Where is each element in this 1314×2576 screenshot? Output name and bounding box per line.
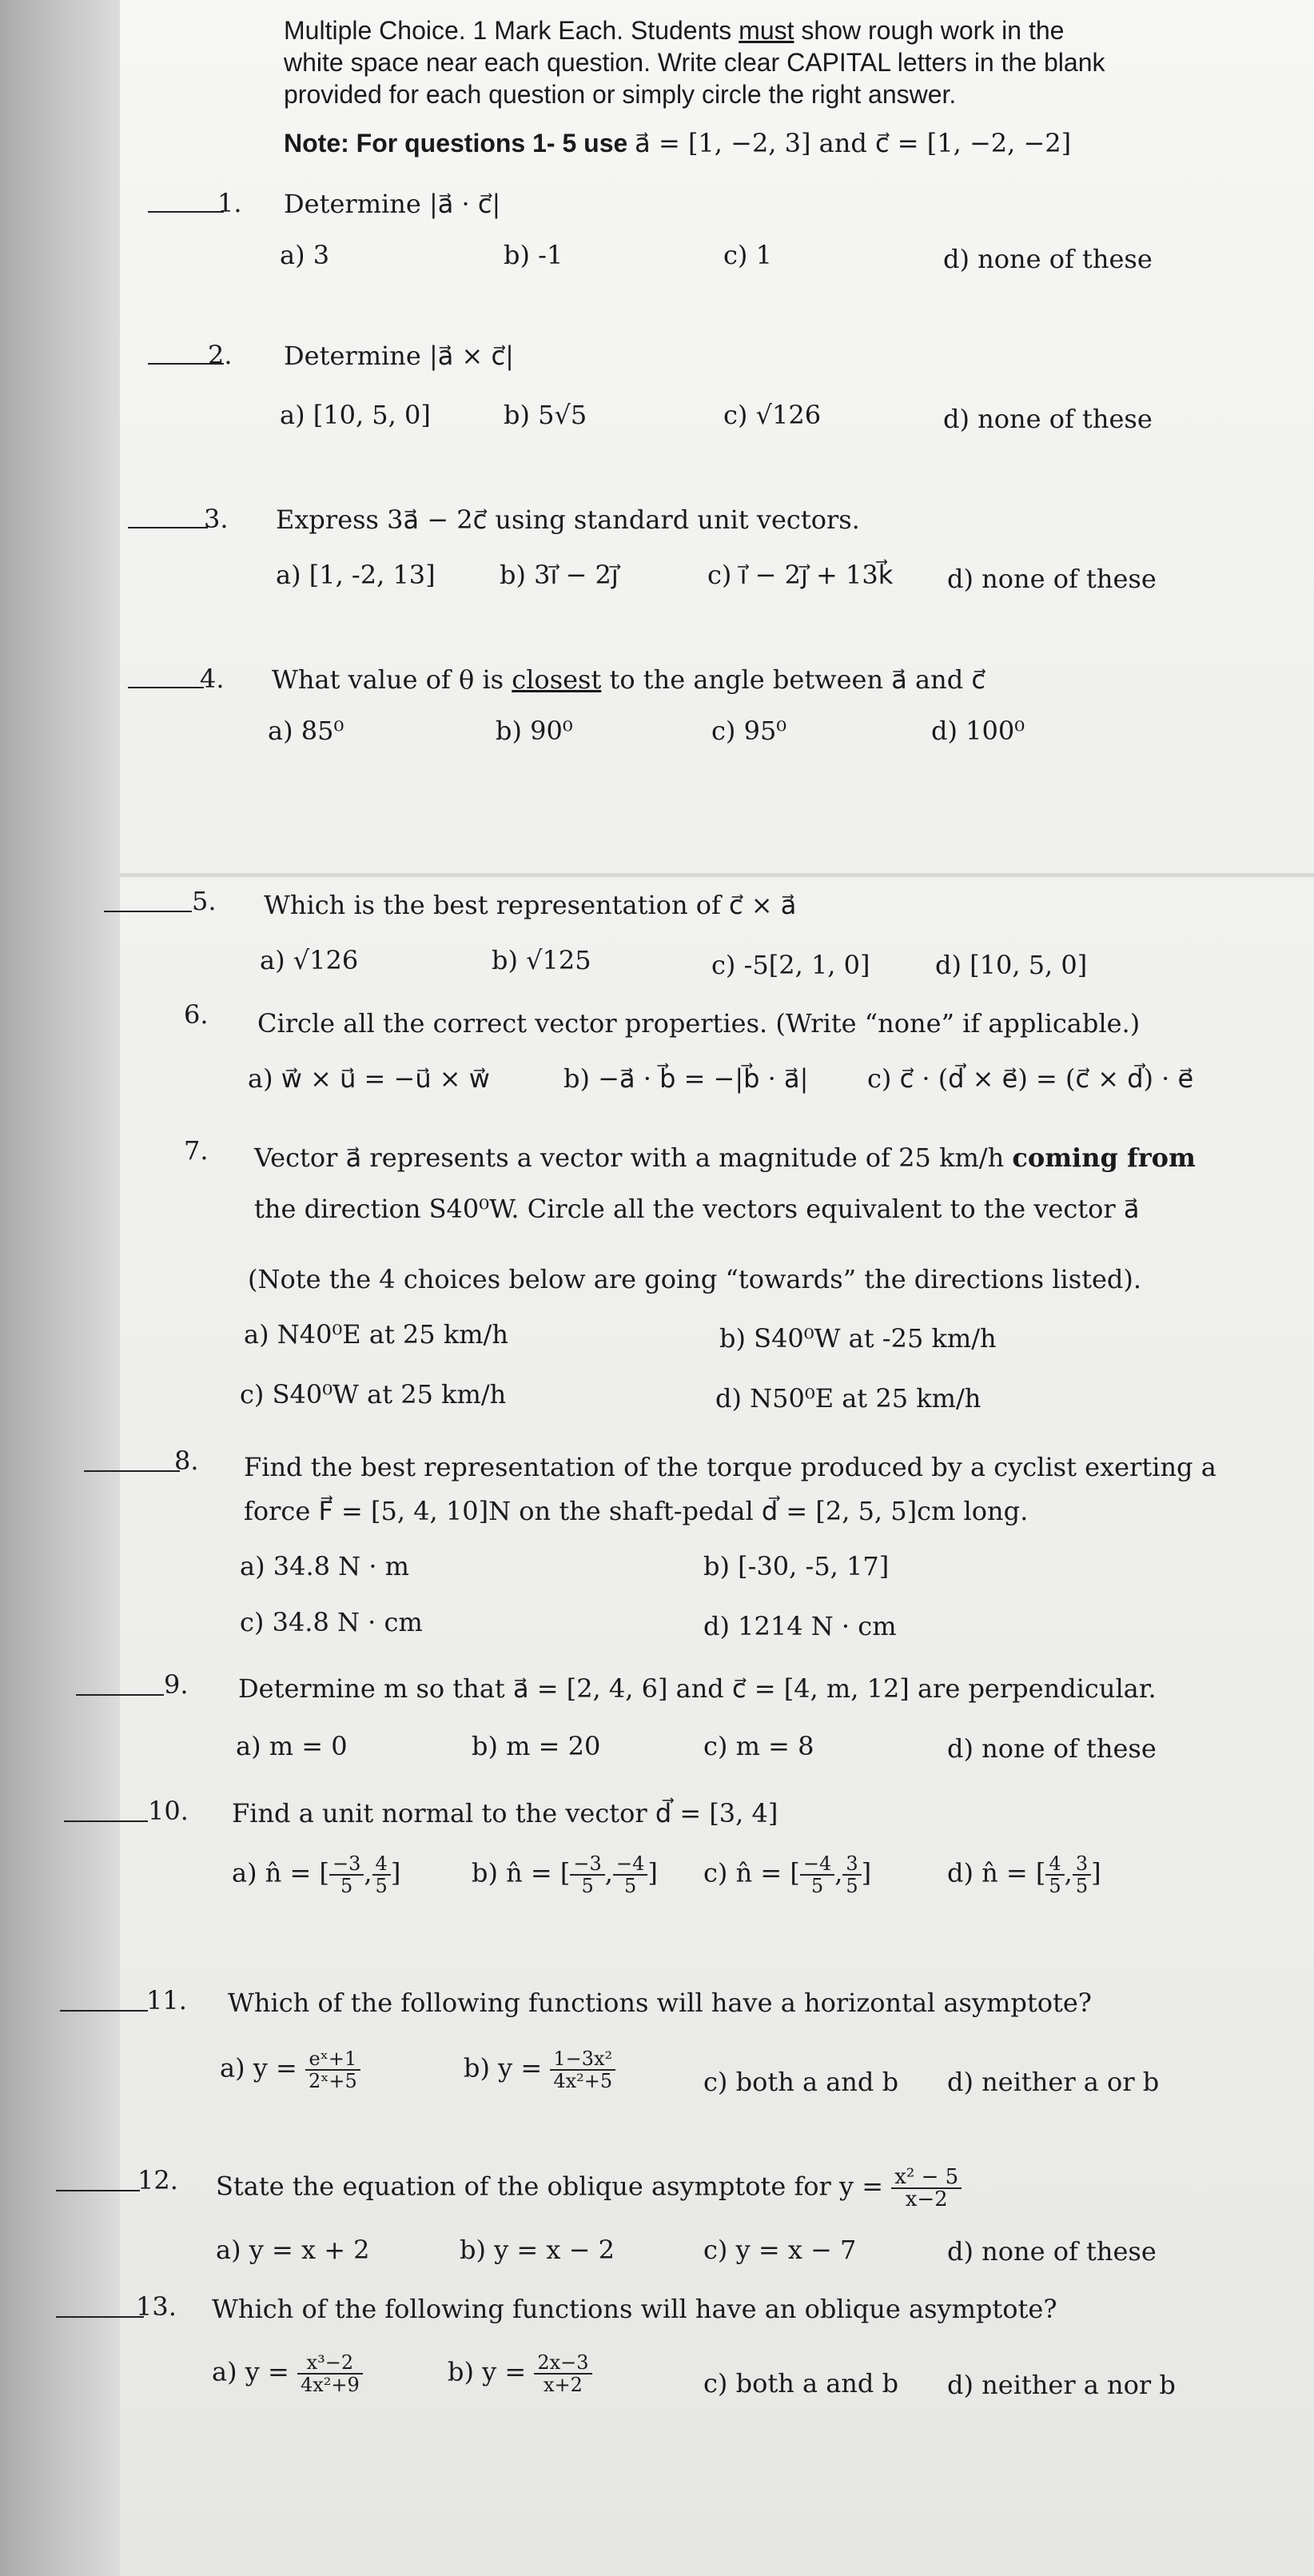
- option-b[interactable]: b) m = 20: [472, 1731, 601, 1761]
- option-c[interactable]: c) c⃗ · (d⃗ × e⃗) = (c⃗ × d⃗) · e⃗: [867, 1063, 1194, 1094]
- question-number: 7.: [184, 1135, 209, 1166]
- answer-blank[interactable]: [76, 1673, 164, 1696]
- question-5: [104, 887, 192, 919]
- question-number: 12.: [137, 2165, 178, 2195]
- option-b[interactable]: b) 3i⃗ − 2j⃗: [500, 560, 619, 590]
- option-c[interactable]: c) i⃗ − 2j⃗ + 13k⃗: [707, 560, 894, 590]
- option-b[interactable]: b) y = x − 2: [460, 2235, 615, 2265]
- answer-blank[interactable]: [60, 1989, 148, 2012]
- question-3: [128, 504, 208, 536]
- question-number: 1.: [217, 188, 242, 218]
- question-number: 5.: [192, 886, 217, 916]
- option-d[interactable]: d) none of these: [947, 2236, 1157, 2267]
- question-text: Vector a⃗ represents a vector with a magnitude of 25 km/h coming from: [254, 1142, 1196, 1173]
- question-text: Express 3a⃗ − 2c⃗ using standard unit vectors.: [276, 504, 860, 535]
- option-a[interactable]: a) n̂ = [ $\frac{-3}{5}$ , $\frac{4}{5}$ ]: [232, 1852, 401, 1897]
- option-c[interactable]: c) both a and b: [703, 2067, 899, 2097]
- question-number: 3.: [204, 504, 229, 534]
- option-a[interactable]: a) y = $\frac{\text{eˣ+1}}{\text{2ˣ+5}}$: [220, 2048, 360, 2092]
- option-b[interactable]: b) √125: [492, 945, 591, 975]
- question-number: 4.: [200, 664, 225, 694]
- question-number: 9.: [164, 1669, 189, 1700]
- option-d[interactable]: d) N50⁰E at 25 km/h: [715, 1383, 982, 1414]
- answer-blank[interactable]: [104, 890, 192, 912]
- option-d[interactable]: d) none of these: [943, 404, 1153, 434]
- answer-blank[interactable]: [56, 2295, 144, 2318]
- question-number: 8.: [174, 1446, 199, 1476]
- option-a[interactable]: a) √126: [260, 945, 359, 975]
- option-d[interactable]: d) 100⁰: [931, 716, 1025, 746]
- answer-blank[interactable]: [148, 190, 224, 213]
- instructions: Multiple Choice. 1 Mark Each. Students must show rough work in the white space near each question. Write clear CAPITAL letters in the blank provided for each question or simply circle the right answer.: [284, 16, 1105, 109]
- question-text: Which is the best representation of c⃗ × a⃗: [264, 890, 797, 920]
- page-fold: [120, 873, 1314, 877]
- question-text: What value of θ is closest to the angle between a⃗ and c⃗: [272, 664, 986, 695]
- question-text: Which of the following functions will have an oblique asymptote?: [212, 2294, 1057, 2324]
- option-c[interactable]: c) n̂ = [ $\frac{-4}{5}$ , $\frac{3}{5}$ ]: [703, 1852, 872, 1897]
- question-9: [76, 1671, 164, 1703]
- option-a[interactable]: a) 85⁰: [268, 716, 344, 746]
- question-text: Which of the following functions will have a horizontal asymptote?: [228, 1988, 1092, 2018]
- option-c[interactable]: c) 34.8 N · cm: [240, 1607, 423, 1637]
- option-d[interactable]: d) none of these: [943, 244, 1153, 274]
- option-c[interactable]: c) both a and b: [703, 2368, 899, 2399]
- option-a[interactable]: a) y = x + 2: [216, 2235, 370, 2265]
- option-a[interactable]: a) N40⁰E at 25 km/h: [244, 1319, 508, 1350]
- option-b[interactable]: b) S40⁰W at -25 km/h: [719, 1323, 997, 1354]
- option-a[interactable]: a) [1, -2, 13]: [276, 560, 436, 590]
- note: Note: For questions 1- 5 use a⃗ = [1, −2, 3] and c⃗ = [1, −2, −2]: [284, 128, 1072, 158]
- question-text: Determine |a⃗ × c⃗|: [284, 341, 514, 371]
- question-11: [60, 1987, 148, 2019]
- question-number: 10.: [148, 1796, 189, 1826]
- question-text: Determine |a⃗ · c⃗|: [284, 189, 501, 219]
- option-d[interactable]: d) [10, 5, 0]: [935, 950, 1088, 980]
- option-c[interactable]: c) √126: [723, 400, 822, 430]
- option-c[interactable]: c) -5[2, 1, 0]: [711, 950, 870, 980]
- option-d[interactable]: d) neither a nor b: [947, 2370, 1176, 2400]
- option-a[interactable]: a) y = $\frac{\text{x³−2}}{\text{4x²+9}}$: [212, 2352, 363, 2395]
- question-text: Determine m so that a⃗ = [2, 4, 6] and c⃗ = [4, m, 12] are perpendicular.: [238, 1673, 1157, 1704]
- question-note: (Note the 4 choices below are going “towards” the directions listed).: [248, 1264, 1142, 1294]
- option-a[interactable]: a) [10, 5, 0]: [280, 400, 431, 430]
- question-12: [56, 2167, 140, 2199]
- question-text: State the equation of the oblique asymptote for y = $\frac{\text{x² − 5}}{x-2}$: [216, 2167, 962, 2210]
- question-number: 11.: [146, 1985, 187, 2016]
- option-b[interactable]: b) y = $\frac{2x-3}{x+2}$: [448, 2352, 592, 2395]
- question-4: [128, 664, 204, 696]
- option-d[interactable]: d) n̂ = [ $\frac{4}{5}$ , $\frac{3}{5}$ ]: [947, 1852, 1101, 1897]
- option-b[interactable]: b) 90⁰: [496, 716, 573, 746]
- option-d[interactable]: d) neither a or b: [947, 2067, 1160, 2097]
- question-text: Circle all the correct vector properties. (Write “none” if applicable.): [257, 1008, 1141, 1039]
- answer-blank[interactable]: [84, 1449, 180, 1472]
- question-text-line-2: force F⃗ = [5, 4, 10]N on the shaft-pedal d⃗ = [2, 5, 5]cm long.: [244, 1496, 1029, 1526]
- option-b[interactable]: b) −a⃗ · b⃗ = −|b⃗ · a⃗|: [563, 1063, 809, 1094]
- option-d[interactable]: d) none of these: [947, 564, 1157, 594]
- option-a[interactable]: a) w⃗ × u⃗ = −u⃗ × w⃗: [248, 1063, 490, 1094]
- question-8: [84, 1447, 180, 1479]
- question-number: 2.: [208, 340, 233, 370]
- option-d[interactable]: d) 1214 N · cm: [703, 1611, 897, 1641]
- question-10: [64, 1797, 148, 1829]
- question-13: [56, 2293, 144, 2325]
- answer-blank[interactable]: [56, 2169, 140, 2191]
- option-a[interactable]: a) m = 0: [236, 1731, 348, 1761]
- option-c[interactable]: c) 1: [723, 240, 772, 270]
- option-b[interactable]: b) -1: [504, 240, 563, 270]
- option-d[interactable]: d) none of these: [947, 1733, 1157, 1764]
- option-b[interactable]: b) 5√5: [504, 400, 587, 430]
- question-text: Find the best representation of the torque produced by a cyclist exerting a: [244, 1452, 1216, 1482]
- option-a[interactable]: a) 34.8 N · m: [240, 1551, 410, 1581]
- option-c[interactable]: c) S40⁰W at 25 km/h: [240, 1379, 507, 1410]
- option-a[interactable]: a) 3: [280, 240, 330, 270]
- answer-blank[interactable]: [128, 666, 204, 688]
- option-c[interactable]: c) 95⁰: [711, 716, 787, 746]
- question-1: [148, 188, 224, 220]
- option-b[interactable]: b) n̂ = [ $\frac{-3}{5}$ , $\frac{-4}{5}$ ]: [472, 1852, 658, 1897]
- answer-blank[interactable]: [64, 1800, 148, 1822]
- option-b[interactable]: b) y = $\frac{\text{1−3x²}}{\text{4x²+5}}$: [464, 2048, 615, 2092]
- option-c[interactable]: c) m = 8: [703, 1731, 814, 1761]
- question-number: 13.: [136, 2291, 177, 2322]
- question-number: 6.: [184, 999, 209, 1030]
- option-c[interactable]: c) y = x − 7: [703, 2235, 857, 2265]
- question-text-line-2: the direction S40⁰W. Circle all the vectors equivalent to the vector a⃗: [254, 1194, 1140, 1224]
- option-b[interactable]: b) [-30, -5, 17]: [703, 1551, 890, 1581]
- answer-blank[interactable]: [128, 506, 208, 528]
- question-text: Find a unit normal to the vector d⃗ = [3, 4]: [232, 1798, 778, 1828]
